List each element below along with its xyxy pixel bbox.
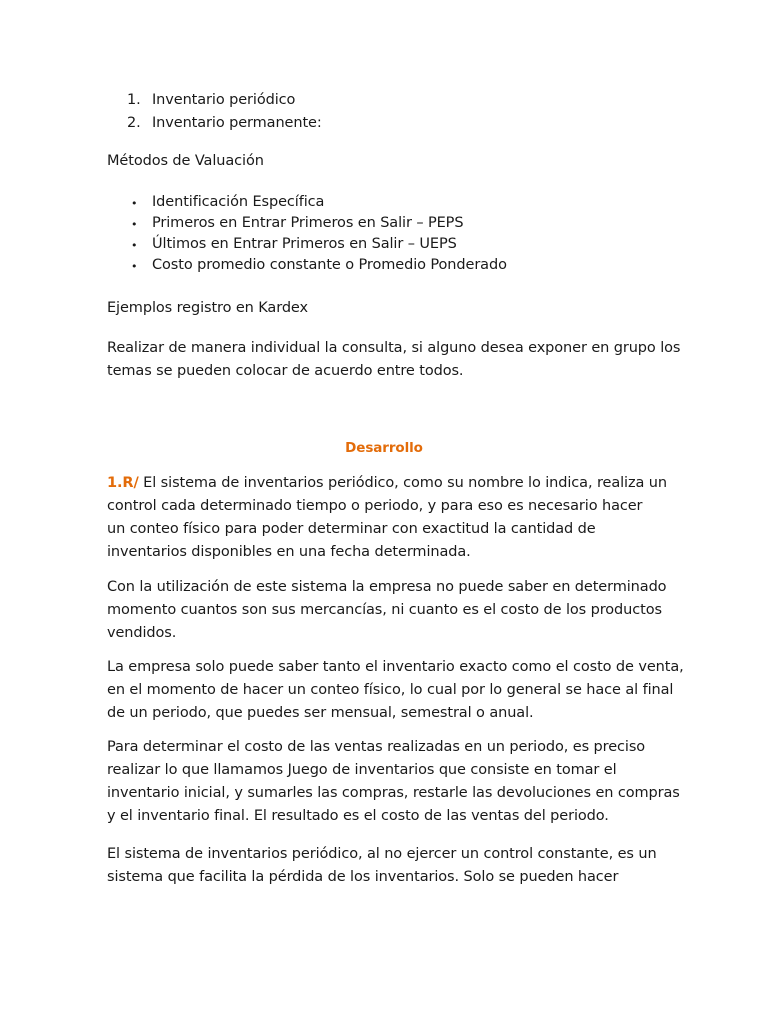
text-line: [107, 472, 667, 495]
text-line: La empresa solo puede saber tanto el inventario exacto como el costo de venta,: [107, 659, 684, 675]
text-line: sistema que facilita la pérdida de los inventarios. Solo se pueden hacer: [107, 869, 619, 885]
text-run: El sistema de inventarios periódico, como su nombre lo indica, realiza un: [138, 475, 667, 491]
text-line: realizar lo que llamamos Juego de inventarios que consiste en tomar el: [107, 762, 617, 778]
text-line: Con la utilización de este sistema la empresa no puede saber en determinado: [107, 579, 667, 595]
text-line: de un periodo, que puedes ser mensual, semestral o anual.: [107, 705, 534, 721]
valuation-methods-list: [107, 194, 667, 282]
list-item-text: Últimos en Entrar Primeros en Salir – UEPS: [152, 236, 457, 252]
text-line: inventarios disponibles en una fecha determinada.: [107, 544, 471, 560]
text-line: Realizar de manera individual la consulta, si alguno desea exponer en grupo los: [107, 340, 681, 356]
text-line: momento cuantos son sus mercancías, ni cuanto es el costo de los productos: [107, 602, 662, 618]
list-number: 1.: [127, 92, 141, 108]
text-line: control cada determinado tiempo o periodo, y para eso es necesario hacer: [107, 498, 643, 514]
list-item-text: Inventario permanente:: [152, 115, 322, 131]
list-item-text: Costo promedio constante o Promedio Ponderado: [152, 257, 507, 273]
answer-label: 1.R/: [107, 475, 139, 491]
list-item-text: Primeros en Entrar Primeros en Salir – PEPS: [152, 215, 464, 231]
text-line: un conteo físico para poder determinar con exactitud la cantidad de: [107, 521, 596, 537]
paragraph-4: [107, 736, 680, 828]
bullet-icon: •: [131, 239, 138, 252]
bullet-icon: •: [131, 218, 138, 231]
paragraph-5: [107, 843, 667, 889]
list-item-text: Inventario periódico: [152, 92, 296, 108]
paragraph-3: [107, 656, 684, 725]
paragraph-2: [107, 576, 667, 645]
desarrollo-title: Desarrollo: [345, 440, 423, 456]
consulta-paragraph: [107, 337, 681, 383]
text-line: y el inventario final. El resultado es el costo de las ventas del periodo.: [107, 808, 609, 824]
metodos-heading: Métodos de Valuación: [107, 153, 264, 169]
list-item-text: Identificación Específica: [152, 194, 325, 210]
kardex-paragraph: Ejemplos registro en Kardex: [107, 300, 308, 316]
text-line: Para determinar el costo de las ventas realizadas en un periodo, es preciso: [107, 739, 646, 755]
paragraph-1: [107, 472, 667, 564]
text-line: inventario inicial, y sumarles las compras, restarle las devoluciones en compras: [107, 785, 680, 801]
text-line: vendidos.: [107, 625, 177, 641]
text-line: El sistema de inventarios periódico, al no ejercer un control constante, es un: [107, 846, 657, 862]
bullet-icon: •: [131, 260, 138, 273]
inventory-type-list: [107, 92, 667, 138]
text-line: temas se pueden colocar de acuerdo entre todos.: [107, 363, 464, 379]
list-number: 2.: [127, 115, 141, 131]
text-line: en el momento de hacer un conteo físico, lo cual por lo general se hace al final: [107, 682, 674, 698]
bullet-icon: •: [131, 197, 138, 210]
